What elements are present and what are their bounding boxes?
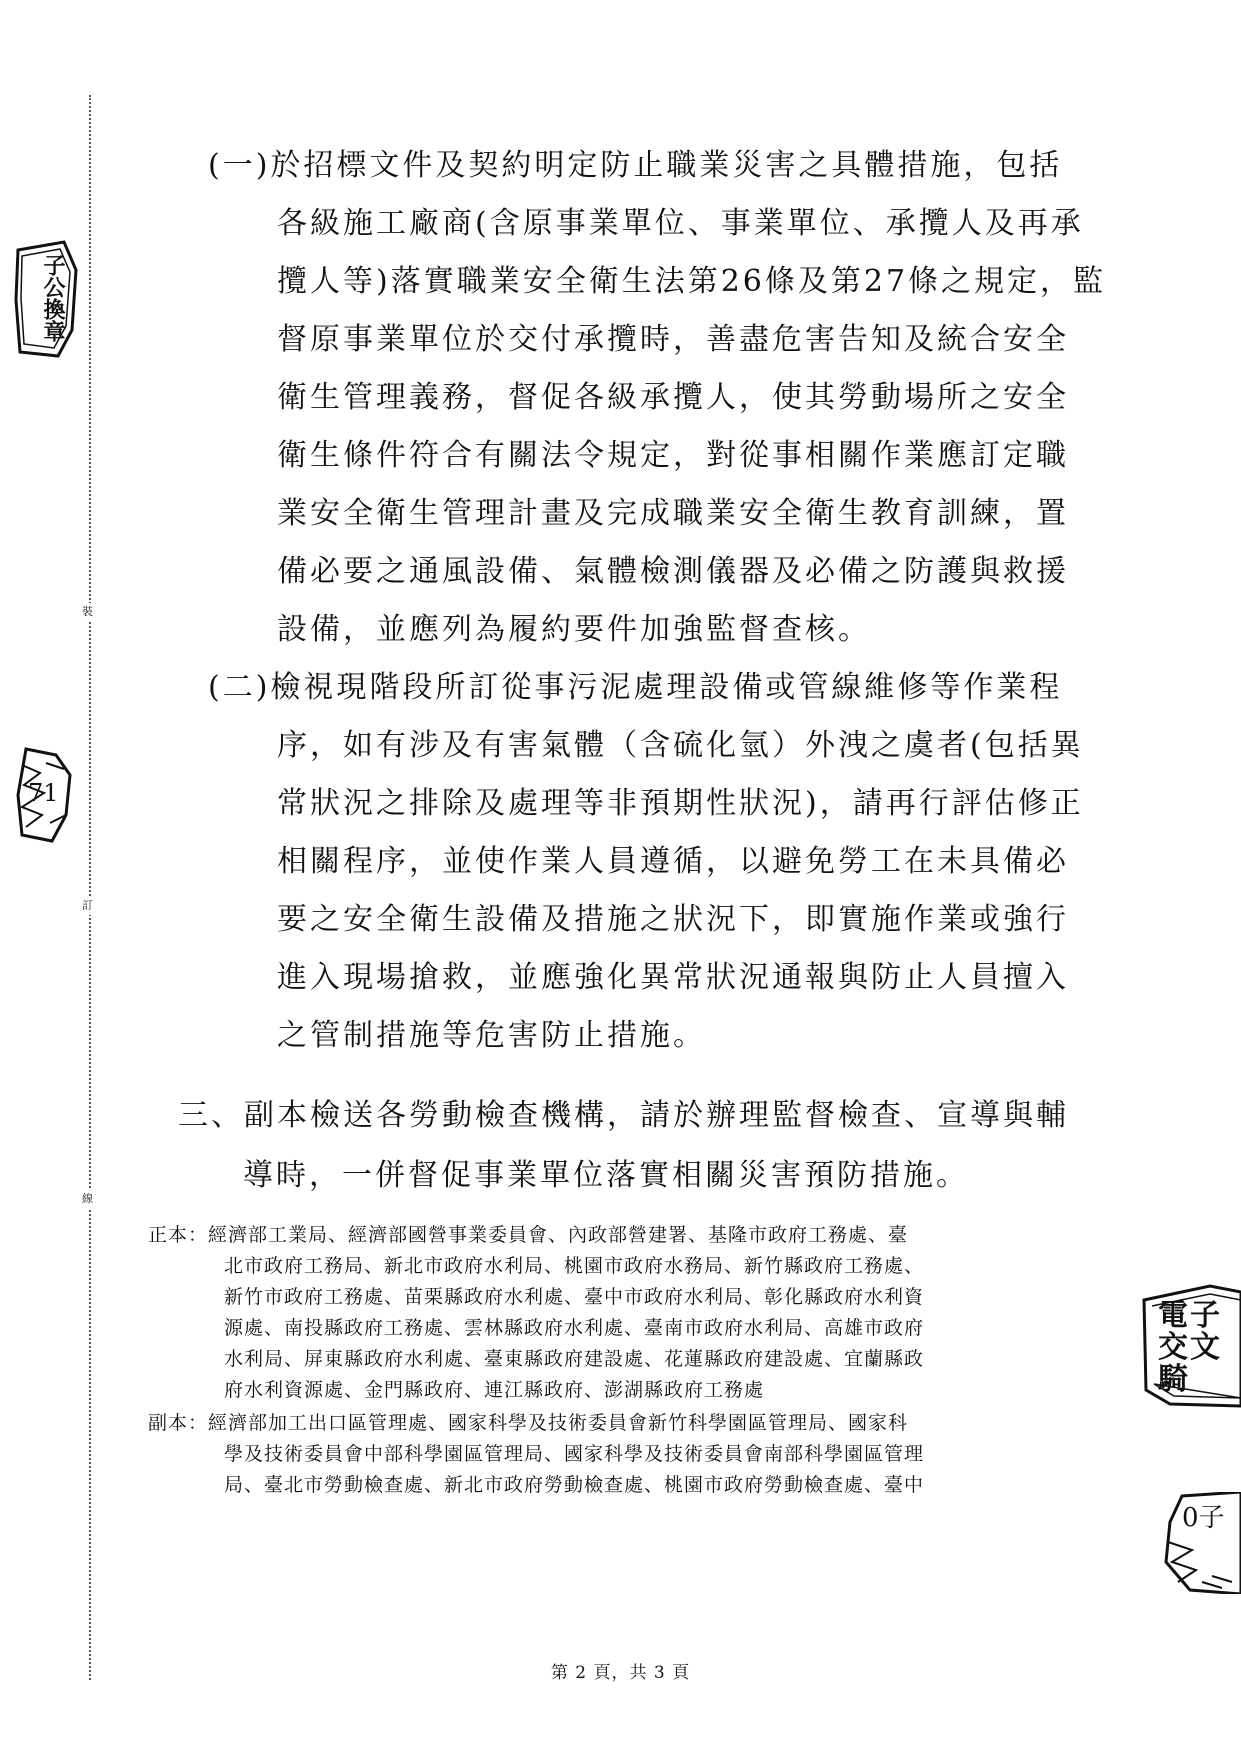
seal-stamp-right-mid — [1140, 1282, 1241, 1410]
item-2-line: 之管制措施等危害防止措施。 — [277, 1018, 706, 1053]
cc-copy-line: 副本：經濟部加工出口區管理處、國家科學及技術委員會新竹科學園區管理局、國家科 — [148, 1412, 909, 1434]
cc-main-line: 源處、南投縣政府工務處、雲林縣政府水利處、臺南市政府水利局、高雄市政府 — [224, 1317, 925, 1339]
item-1-line: 攬人等)落實職業安全衛生法第26條及第27條之規定，監 — [277, 264, 1107, 299]
item-3-line: 導時，一併督促事業單位落實相關災害預防措施。 — [243, 1158, 969, 1193]
item-1-line: 督原事業單位於交付承攬時，善盡危害告知及統合安全 — [277, 322, 1069, 357]
seal-stamp-right-bottom — [1162, 1492, 1241, 1594]
item-1-line: 備必要之通風設備、氣體檢測儀器及必備之防護與救援 — [277, 554, 1069, 589]
item-2-line: 常狀況之排除及處理等非預期性狀況)，請再行評估修正 — [277, 786, 1084, 821]
binding-mark-zhuang: 裝 — [82, 603, 93, 621]
seal-stamp-left-mid — [16, 745, 74, 845]
binding-dotted-line — [89, 95, 91, 1680]
binding-mark-ding: 訂 — [82, 897, 93, 915]
item-2-line: 序，如有涉及有害氣體（含硫化氫）外洩之虞者(包括異 — [277, 728, 1084, 763]
item-2-line: (二)檢視現階段所訂從事污泥處理設備或管線維修等作業程 — [208, 670, 1063, 705]
item-1-line: (一)於招標文件及契約明定防止職業災害之具體措施，包括 — [208, 148, 1063, 183]
item-1-line: 業安全衛生管理計畫及完成職業安全衛生教育訓練，置 — [277, 496, 1069, 531]
cc-main-line: 新竹市政府工務處、苗栗縣政府水利處、臺中市政府水利局、彰化縣政府水利資 — [224, 1286, 925, 1308]
item-1-line: 各級施工廠商(含原事業單位、事業單位、承攬人及再承 — [277, 206, 1084, 241]
item-2-line: 相關程序，並使作業人員遵循，以避免勞工在未具備必 — [277, 844, 1069, 879]
cc-copy-line: 學及技術委員會中部科學園區管理局、國家科學及技術委員會南部科學園區管理 — [224, 1443, 925, 1465]
cc-copy-line: 局、臺北市勞動檢查處、新北市政府勞動檢查處、桃園市政府勞動檢查處、臺中 — [224, 1474, 925, 1496]
seal-right-mid-text: 電子交文騎 — [1158, 1298, 1222, 1397]
seal-right-bottom-text: 0子 — [1182, 1503, 1225, 1533]
seal-left-mid-text: 71 — [28, 779, 59, 807]
page-number: 第 2 頁，共 3 頁 — [550, 1663, 691, 1683]
cc-main-line: 北市政府工務局、新北市政府水利局、桃園市政府水務局、新竹縣政府工務處、 — [224, 1255, 925, 1277]
seal-left-top-text: 子公換章 — [40, 254, 66, 342]
item-3-line: 三、副本檢送各勞動檢查機構，請於辦理監督檢查、宣導與輔 — [178, 1098, 1069, 1133]
cc-main-line: 府水利資源處、金門縣政府、連江縣政府、澎湖縣政府工務處 — [224, 1379, 765, 1401]
item-1-line: 衛生條件符合有關法令規定，對從事相關作業應訂定職 — [277, 438, 1069, 473]
cc-main-line: 水利局、屏東縣政府水利處、臺東縣政府建設處、花蓮縣政府建設處、宜蘭縣政 — [224, 1348, 925, 1370]
item-1-line: 衛生管理義務，督促各級承攬人，使其勞動場所之安全 — [277, 380, 1069, 415]
cc-main-line: 正本：經濟部工業局、經濟部國營事業委員會、內政部營建署、基隆市政府工務處、臺 — [148, 1224, 909, 1246]
seal-stamp-left-top — [14, 240, 80, 358]
item-2-line: 進入現場搶救，並應強化異常狀況通報與防止人員擅入 — [277, 960, 1069, 995]
item-1-line: 設備，並應列為履約要件加強監督查核。 — [277, 612, 871, 647]
item-2-line: 要之安全衛生設備及措施之狀況下，即實施作業或強行 — [277, 902, 1069, 937]
binding-mark-xian: 線 — [82, 1190, 93, 1208]
